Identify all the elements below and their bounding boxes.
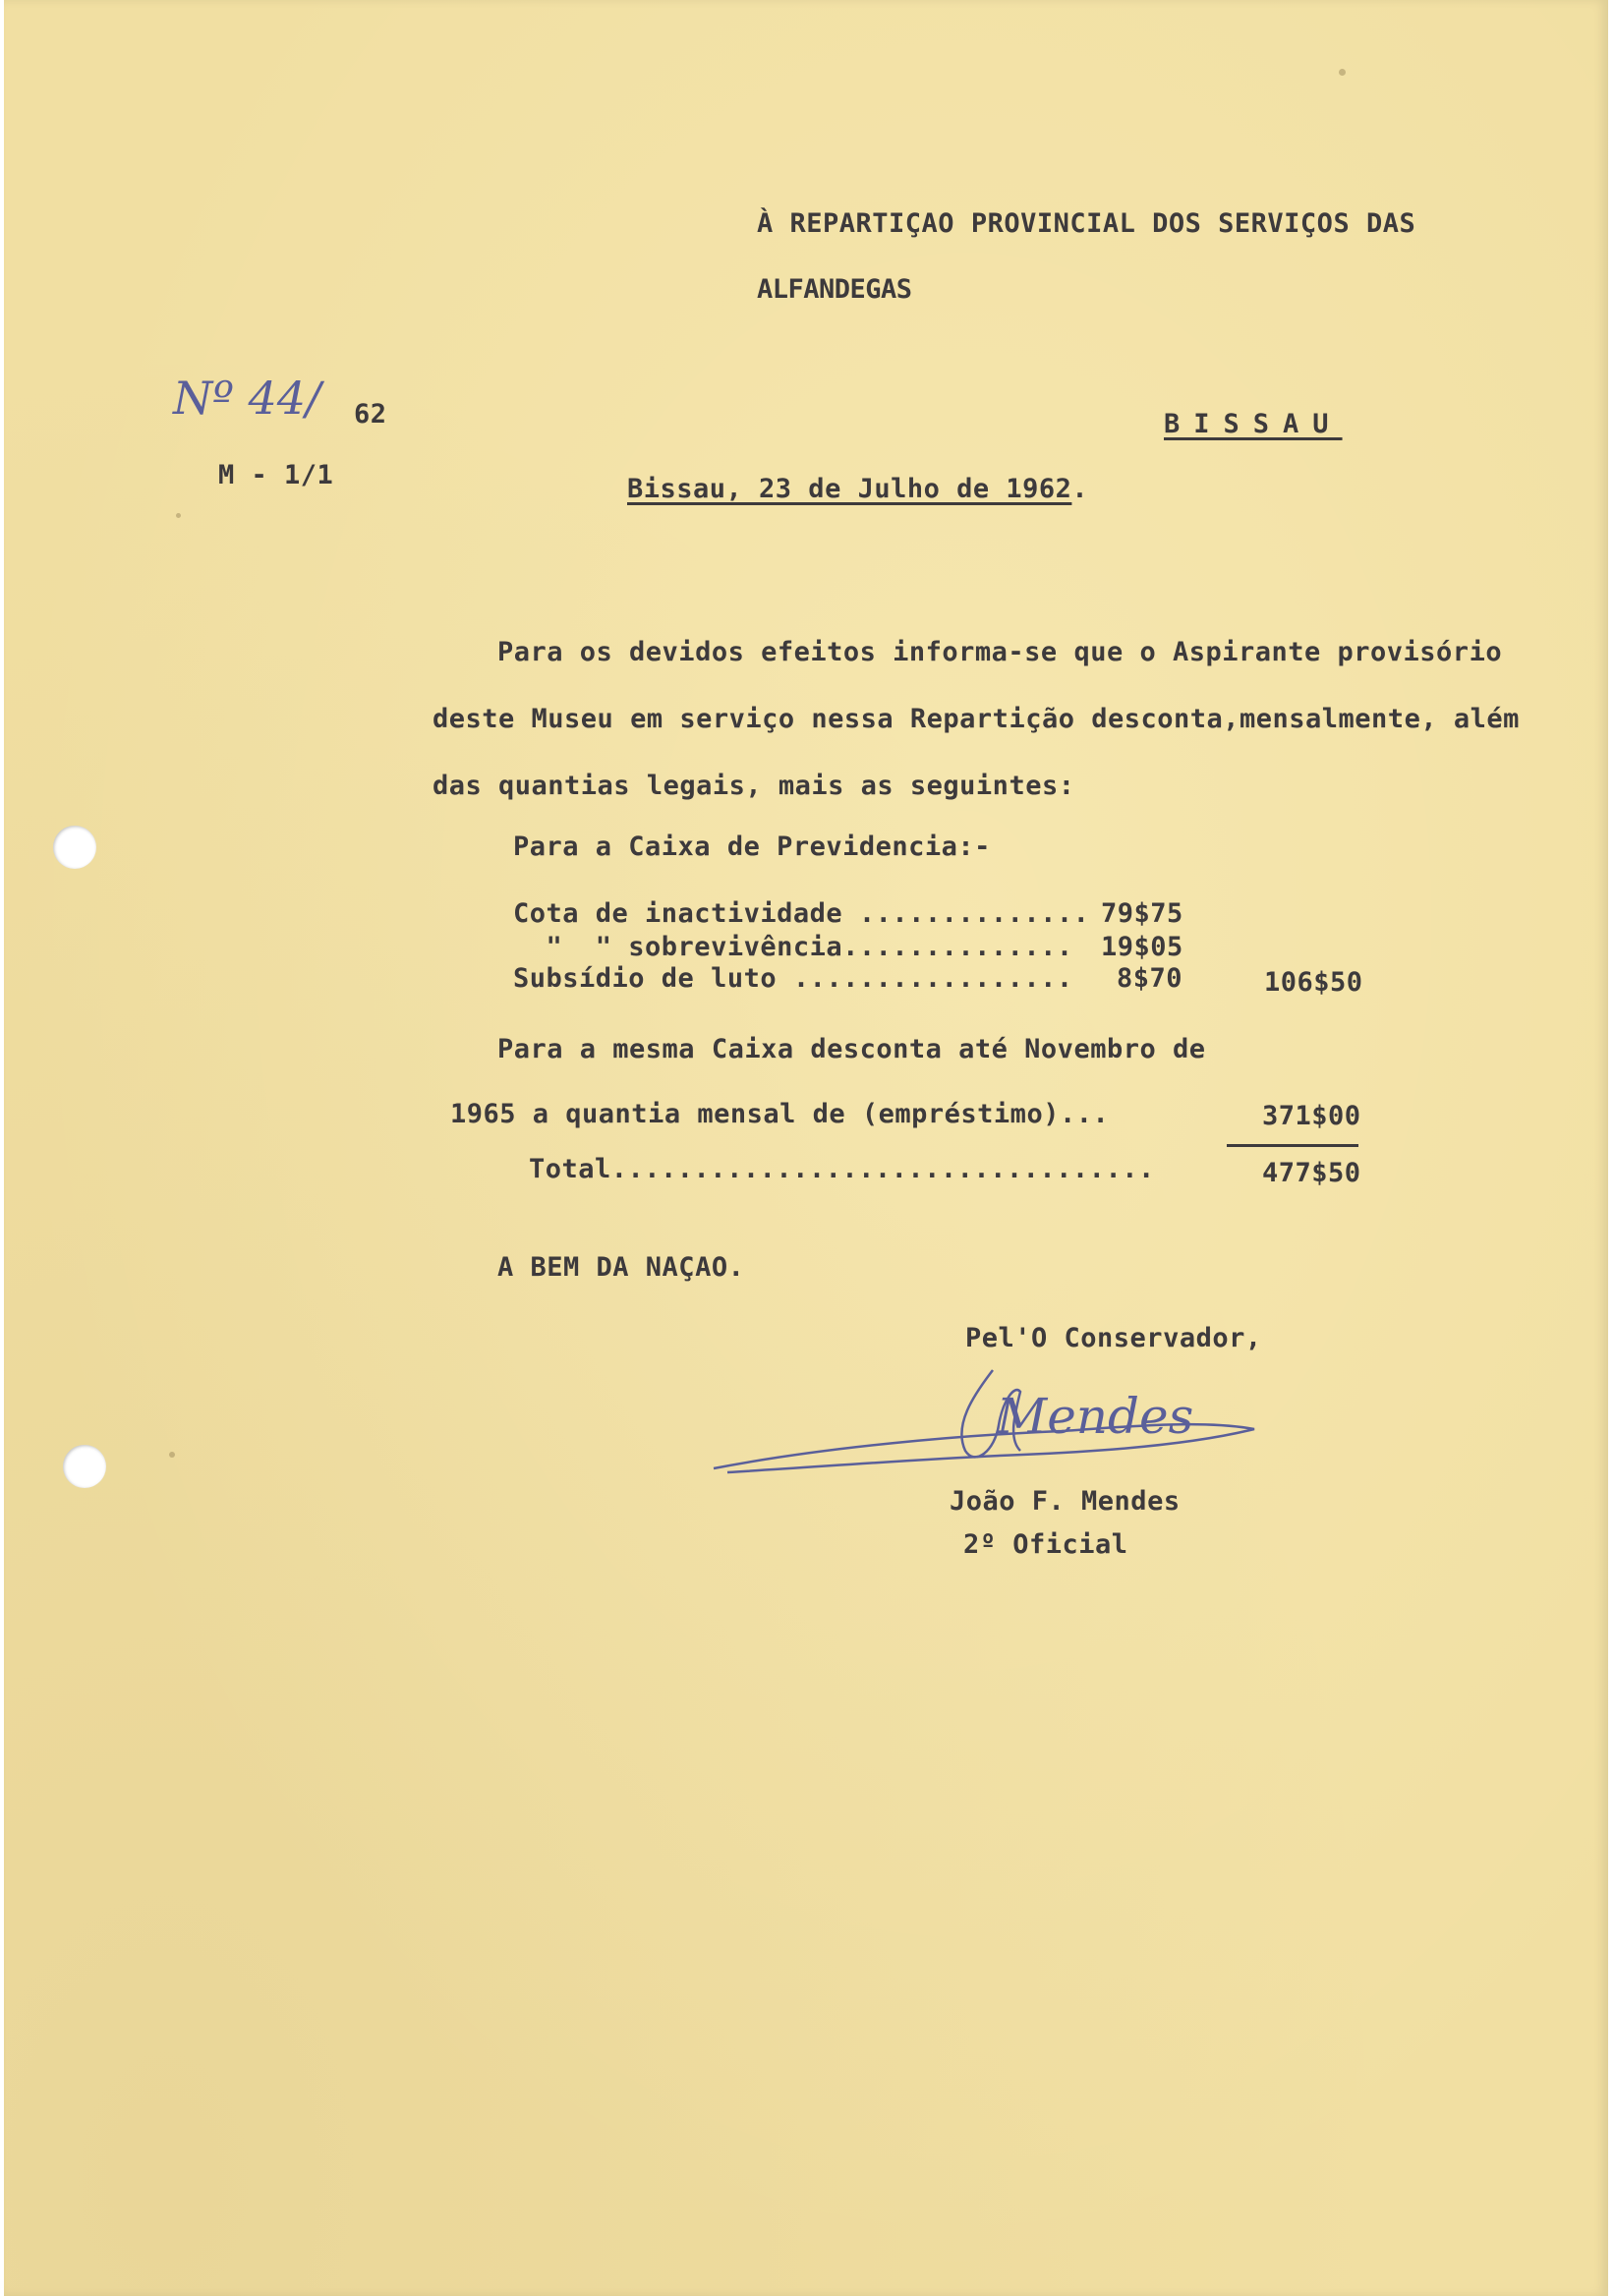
date-text: Bissau, 23 de Julho de 1962 (627, 474, 1072, 504)
item-label: Subsídio de luto ................. (513, 963, 1073, 994)
paper-stain (1339, 69, 1346, 76)
item-amount: 8$70 (1117, 963, 1183, 994)
paragraph-1-line-1: Para os devidos efeitos informa-se que o Aspirante provisório (497, 637, 1503, 667)
total-label: Total................................. (529, 1154, 1155, 1184)
reference-year: 62 (354, 399, 387, 430)
item-label: Cota de inactividade .............. (513, 898, 1090, 929)
punch-hole-bottom (63, 1445, 106, 1488)
subtotal-amount: 106$50 (1264, 967, 1363, 998)
signer-name: João F. Mendes (950, 1486, 1181, 1517)
loan-amount: 371$00 (1262, 1101, 1361, 1131)
closing-phrase: A BEM DA NAÇAO. (497, 1252, 745, 1283)
handwritten-reference: Nº 44/ (173, 372, 321, 425)
item-label: " " sobrevivência.............. (513, 932, 1073, 962)
paper-stain (176, 513, 181, 518)
paragraph-2-line-1: Para a mesma Caixa desconta até Novembro de (497, 1034, 1206, 1064)
paragraph-2-line-2: 1965 a quantia mensal de (empréstimo)... (450, 1099, 1110, 1129)
punch-hole-top (53, 826, 96, 869)
date-line (627, 474, 1088, 504)
addressee-line-1: À REPARTIÇAO PROVINCIAL DOS SERVIÇOS DAS (757, 208, 1416, 239)
item-amount: 19$05 (1101, 932, 1183, 962)
reference-code: M - 1/1 (218, 460, 334, 490)
paragraph-1-line-3: das quantias legais, mais as seguintes: (433, 771, 1075, 801)
paper-stain (169, 1452, 175, 1458)
destination: BISSAU (1164, 409, 1343, 439)
total-amount: 477$50 (1262, 1158, 1361, 1188)
document-page (4, 0, 1608, 2296)
signer-title: 2º Oficial (963, 1529, 1128, 1560)
caixa-heading: Para a Caixa de Previdencia:- (513, 832, 991, 862)
paragraph-1-line-2: deste Museu em serviço nessa Repartição desconta,mensalmente, além (433, 704, 1520, 734)
item-amount: 79$75 (1101, 898, 1183, 929)
date-period: . (1071, 474, 1089, 504)
signature: Mendes (997, 1388, 1194, 1445)
total-rule (1227, 1144, 1358, 1147)
signoff: Pel'O Conservador, (965, 1323, 1262, 1353)
addressee-line-2: ALFANDEGAS (757, 274, 912, 305)
